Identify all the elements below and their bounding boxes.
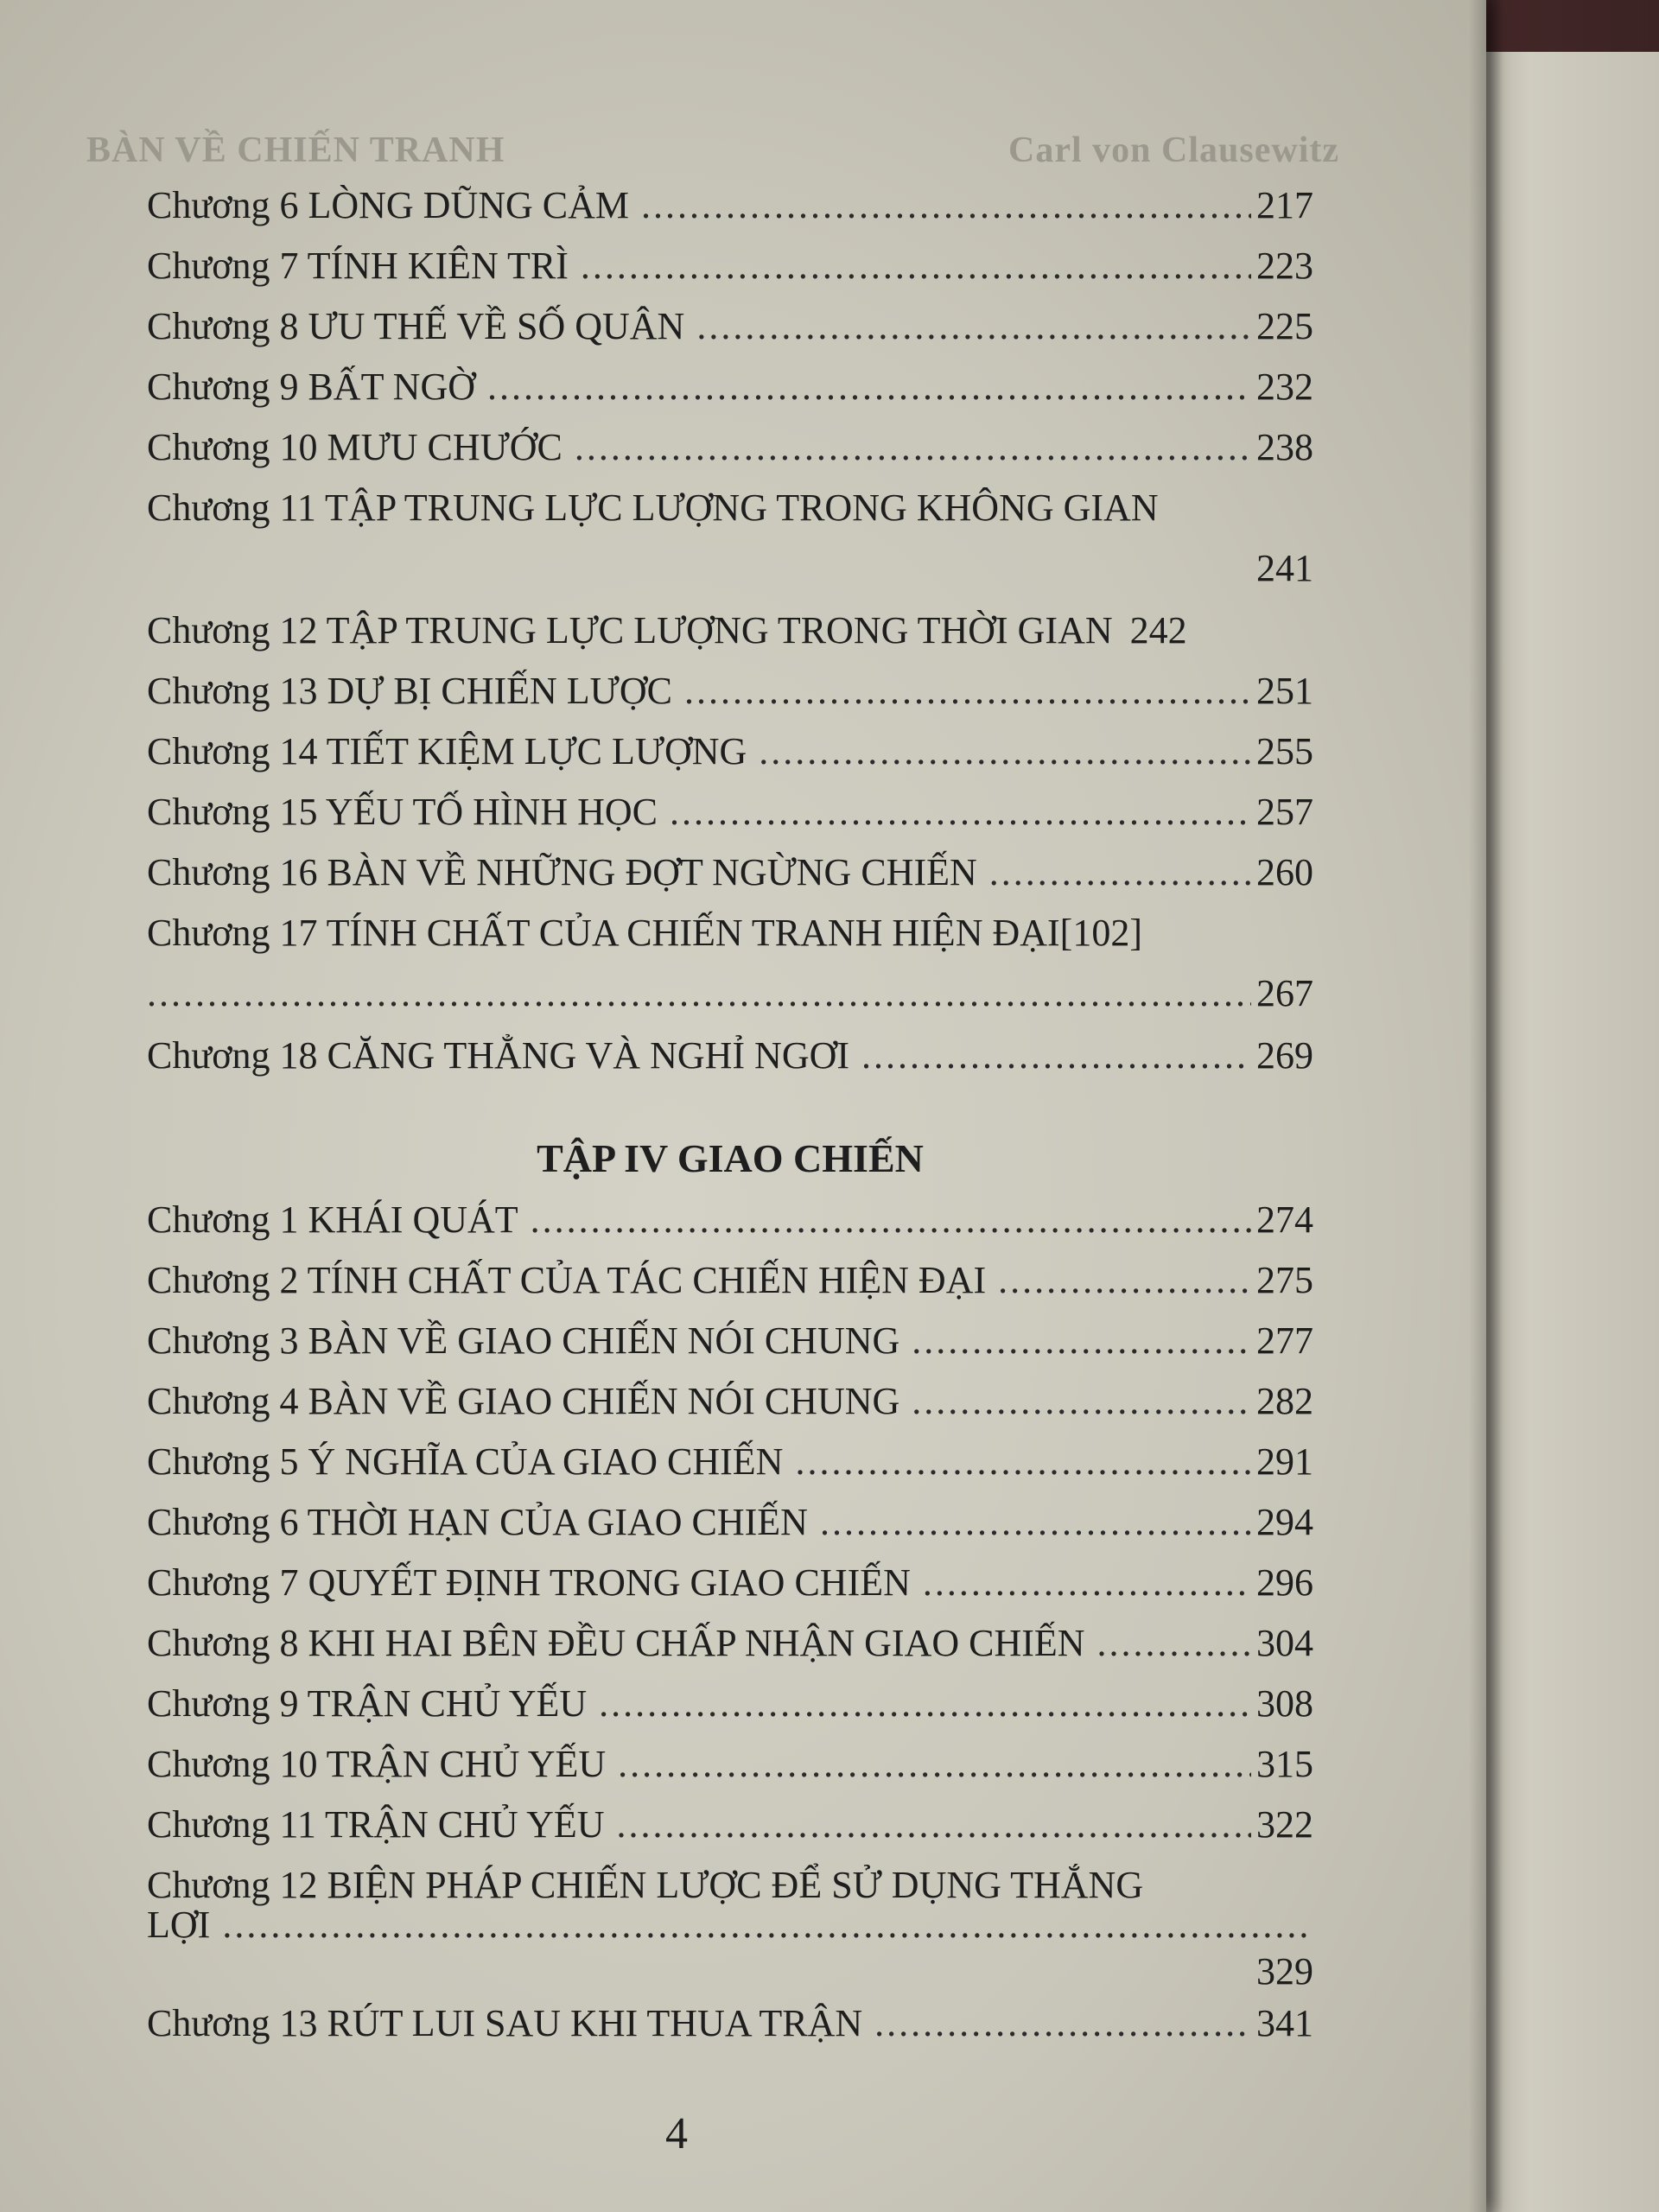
toc-entry-page: 232 (1256, 365, 1313, 408)
table-of-contents (147, 183, 1313, 2062)
toc-entry (147, 1440, 1313, 1500)
toc-entry-title: Chương 8 ƯU THẾ VỀ SỐ QUÂN (147, 305, 685, 347)
toc-entry-page: 329 (1256, 1950, 1313, 1993)
dot-leader (222, 1903, 1313, 1947)
dot-leader (874, 2001, 1251, 2045)
toc-entry-title: Chương 15 YẾU TỐ HÌNH HỌC (147, 791, 658, 833)
toc-entry-title: Chương 6 LÒNG DŨNG CẢM (147, 184, 630, 226)
dot-leader (912, 1319, 1251, 1363)
toc-entry-title: Chương 10 MƯU CHƯỚC (147, 426, 563, 468)
toc-entry-title: Chương 10 TRẬN CHỦ YẾU (147, 1743, 607, 1785)
toc-entry (147, 1621, 1313, 1681)
dot-leader (912, 1379, 1251, 1423)
toc-entry (147, 669, 1313, 729)
dot-leader (795, 1440, 1251, 1484)
toc-entry-title: Chương 16 BÀN VỀ NHỮNG ĐỢT NGỪNG CHIẾN (147, 851, 977, 893)
toc-entry-wrapped-line2 (147, 1903, 1313, 1949)
toc-entry (147, 304, 1313, 365)
toc-entry-page: 223 (1256, 245, 1313, 287)
toc-entry-title: Chương 5 Ý NGHĨA CỦA GIAO CHIẾN (147, 1440, 784, 1483)
toc-entry-title: Chương 8 KHI HAI BÊN ĐỀU CHẤP NHẬN GIAO CHIẾN (147, 1622, 1085, 1664)
part-heading: TẬP IV GIAO CHIẾN (537, 1136, 924, 1180)
toc-entry (147, 365, 1313, 425)
dot-leader (861, 1033, 1251, 1077)
toc-entry-title: Chương 1 KHÁI QUÁT (147, 1198, 518, 1241)
dot-leader (998, 1258, 1251, 1302)
dot-leader (923, 1560, 1251, 1605)
toc-entry-wrapped-line3 (147, 1949, 1313, 2001)
toc-entry-page: 296 (1256, 1561, 1313, 1604)
toc-entry (147, 608, 1313, 669)
toc-entry (147, 1258, 1313, 1319)
toc-entry-title: Chương 11 TRẬN CHỦ YẾU (147, 1803, 605, 1846)
toc-entry-page: 238 (1256, 426, 1313, 468)
toc-entry (147, 1681, 1313, 1742)
next-page-edge (1486, 52, 1659, 2212)
toc-entry-page: 267 (1256, 972, 1313, 1014)
toc-entry (147, 1802, 1313, 1863)
toc-entry-page: 274 (1256, 1198, 1313, 1241)
toc-entry-page: 308 (1256, 1682, 1313, 1725)
toc-entry (147, 183, 1313, 244)
toc-entry-page: 225 (1256, 305, 1313, 347)
toc-entry-title: Chương 9 TRẬN CHỦ YẾU (147, 1682, 588, 1725)
toc-entry-page: 341 (1256, 2002, 1313, 2044)
dot-leader (684, 669, 1251, 713)
toc-entry-page: 315 (1256, 1743, 1313, 1785)
dot-leader (641, 183, 1251, 227)
toc-entry-title: Chương 3 BÀN VỀ GIAO CHIẾN NÓI CHUNG (147, 1319, 900, 1362)
running-header (86, 130, 1339, 171)
toc-entry-title: Chương 9 BẤT NGỜ (147, 365, 475, 408)
dot-leader (670, 790, 1251, 834)
toc-entry (147, 1560, 1313, 1621)
toc-entry-page: 304 (1256, 1622, 1313, 1664)
toc-entry-page: 277 (1256, 1319, 1313, 1362)
toc-entry-title: Chương 17 TÍNH CHẤT CỦA CHIẾN TRANH HIỆN ĐẠI[102] (147, 912, 1142, 954)
toc-entry (147, 2001, 1313, 2062)
dot-leader (1097, 1621, 1251, 1665)
dot-leader (599, 1681, 1251, 1726)
dot-leader (581, 244, 1251, 288)
running-header-author: Carl von Clausewitz (1008, 130, 1339, 170)
toc-entry-title: Chương 4 BÀN VỀ GIAO CHIẾN NÓI CHUNG (147, 1380, 900, 1422)
dot-leader (617, 1802, 1251, 1847)
dot-leader (575, 425, 1251, 469)
dot-leader (531, 1198, 1251, 1242)
toc-entry-page: 322 (1256, 1803, 1313, 1846)
toc-entry-wrapped-line2 (147, 546, 1313, 608)
dot-leader (989, 850, 1251, 894)
toc-entry-page: 260 (1256, 851, 1313, 893)
toc-entry-title: Chương 2 TÍNH CHẤT CỦA TÁC CHIẾN HIỆN ĐẠI (147, 1259, 987, 1301)
toc-entry-title: Chương 7 TÍNH KIÊN TRÌ (147, 245, 569, 287)
toc-entry-page: 294 (1256, 1501, 1313, 1543)
toc-entry-wrapped-line1 (147, 1863, 1313, 1906)
toc-entry-page: 257 (1256, 791, 1313, 833)
toc-entry-page: 269 (1256, 1034, 1313, 1077)
dot-leader (147, 971, 1251, 1015)
page-gutter-shadow (1469, 0, 1503, 2212)
toc-entry-title: Chương 7 QUYẾT ĐỊNH TRONG GIAO CHIẾN (147, 1561, 911, 1604)
toc-entry (147, 1379, 1313, 1440)
toc-entry-page: 242 (1129, 609, 1187, 652)
toc-entry-page: 251 (1256, 670, 1313, 712)
toc-entry (147, 1742, 1313, 1802)
toc-entry-page: 291 (1256, 1440, 1313, 1483)
toc-entry (147, 790, 1313, 850)
toc-entry-title: Chương 6 THỜI HẠN CỦA GIAO CHIẾN (147, 1501, 808, 1543)
page-number: 4 (665, 2109, 688, 2158)
toc-entry (147, 1198, 1313, 1258)
toc-entry (147, 1033, 1313, 1094)
toc-entry-title: Chương 14 TIẾT KIỆM LỰC LƯỢNG (147, 730, 747, 772)
toc-entry-wrapped-line1 (147, 911, 1313, 971)
toc-entry-wrapped-line2 (147, 971, 1313, 1033)
toc-entry (147, 1500, 1313, 1560)
toc-entry-page: 241 (1256, 547, 1313, 589)
toc-entry-title: Chương 12 TẬP TRUNG LỰC LƯỢNG TRONG THỜI GIAN (147, 609, 1113, 652)
dot-leader (618, 1742, 1251, 1786)
running-header-title: BÀN VỀ CHIẾN TRANH (86, 130, 505, 170)
toc-entry-title-continued: LỢI (147, 1904, 211, 1946)
toc-entry-title: Chương 13 RÚT LUI SAU KHI THUA TRẬN (147, 2002, 863, 2044)
toc-entry-page: 255 (1256, 730, 1313, 772)
toc-entry-page: 275 (1256, 1259, 1313, 1301)
toc-entry-title: Chương 11 TẬP TRUNG LỰC LƯỢNG TRONG KHÔNG GIAN (147, 486, 1159, 529)
dot-leader (487, 365, 1251, 409)
toc-entry-title: Chương 13 DỰ BỊ CHIẾN LƯỢC (147, 670, 672, 712)
toc-entry-page: 217 (1256, 184, 1313, 226)
toc-entry-wrapped-line1 (147, 486, 1313, 546)
toc-entry (147, 425, 1313, 486)
toc-entry-title: Chương 18 CĂNG THẲNG VÀ NGHỈ NGƠI (147, 1034, 850, 1077)
toc-entry-title: Chương 12 BIỆN PHÁP CHIẾN LƯỢC ĐỂ SỬ DỤNG THẮNG (147, 1864, 1144, 1906)
dot-leader (696, 304, 1251, 348)
toc-entry (147, 850, 1313, 911)
toc-entry (147, 244, 1313, 304)
toc-entry-page: 282 (1256, 1380, 1313, 1422)
dot-leader (759, 729, 1251, 773)
dot-leader (820, 1500, 1251, 1544)
toc-entry (147, 1319, 1313, 1379)
toc-entry (147, 729, 1313, 790)
